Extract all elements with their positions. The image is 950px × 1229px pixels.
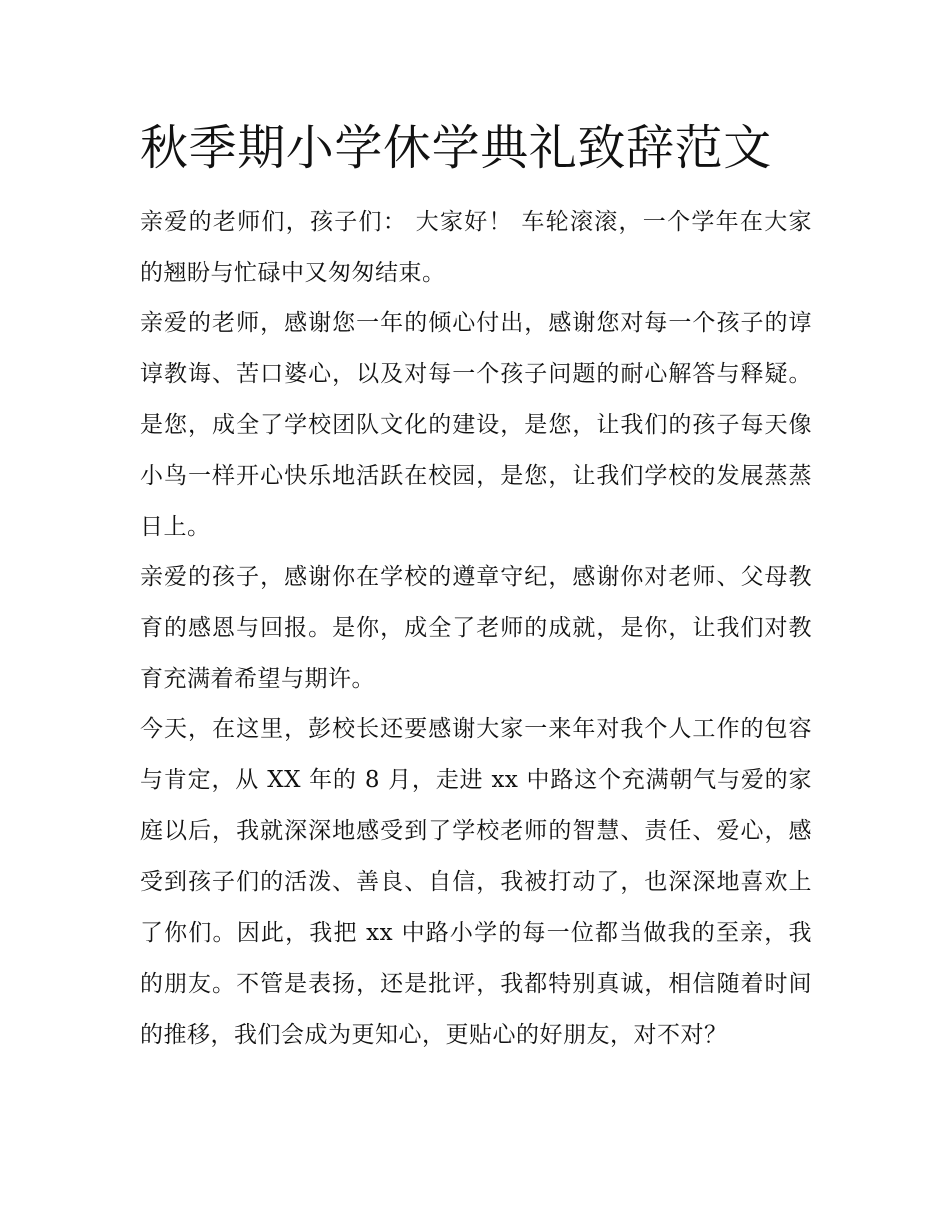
paragraph-principal-thanks: 今天，在这里，彭校长还要感谢大家一来年对我个人工作的包容与肯定，从 XX 年的 8 月，走进 xx 中路这个充满朝气与爱的家庭以后，我就深深地感受到了学校老师的智慧、责任、爱心，感受到孩子们的活泼、善良、自信，我被打动了，也深深地喜欢上了你们。因此，我把 xx 中路小学的每一位都当做我的至亲，我的朋友。不管是表扬，还是批评，我都特别真诚，相信随着时间的推移，我们会成为更知心，更贴心的好朋友，对不对？: [140, 716, 812, 1048]
paragraph-thanks-teachers: 亲爱的老师，感谢您一年的倾心付出，感谢您对每一个孩子的谆谆教诲、苦口婆心，以及对每一个孩子问题的耐心解答与释疑。是您，成全了学校团队文化的建设，是您，让我们的孩子每天像小鸟一样开心快乐地活跃在校园，是您，让我们学校的发展蒸蒸日上。: [140, 310, 812, 540]
paragraph-greeting: 亲爱的老师们，孩子们： 大家好！ 车轮滚滚，一个学年在大家的翘盼与忙碌中又匆匆结束。: [140, 209, 812, 286]
document-body: [140, 197, 812, 1060]
document-title: 秋季期小学休学典礼致辞范文: [140, 120, 772, 176]
paragraph-thanks-children: 亲爱的孩子，感谢你在学校的遵章守纪，感谢你对老师、父母教育的感恩与回报。是你，成全了老师的成就，是你，让我们对教育充满着希望与期许。: [140, 564, 812, 692]
